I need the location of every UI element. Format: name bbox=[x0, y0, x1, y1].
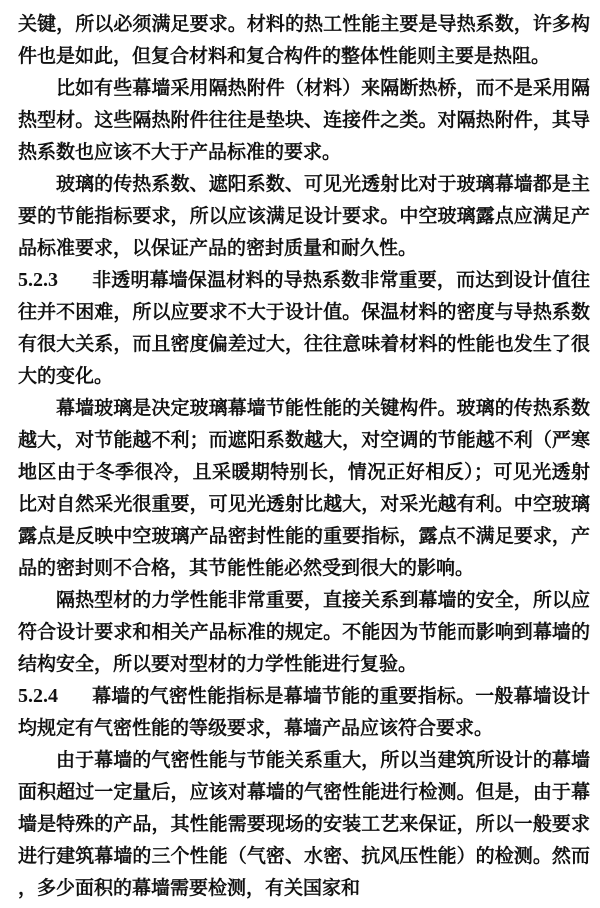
paragraph-text: 比如有些幕墙采用隔热附件（材料）来隔断热桥，而不是采用隔热型材。这些隔热附件往往是垫块、连接件之类。对隔热附件，其导热系数也应该不大于产品标准的要求。 bbox=[18, 77, 590, 163]
paragraph-text: 非透明幕墙保温材料的导热系数非常重要，而达到设计值往往并不困难，所以应要求不大于设计值。保温材料的密度与导热系数有很大关系，而且密度偏差过大，往往意味着材料的性能也发生了很大的变化。 bbox=[18, 269, 590, 387]
paragraph-insulation-attachments bbox=[18, 72, 590, 168]
paragraph-text: 隔热型材的力学性能非常重要，直接关系到幕墙的安全，所以应符合设计要求和相关产品标准的规定。不能因为节能而影响到幕墙的结构安全，所以要对型材的力学性能进行复验。 bbox=[18, 589, 590, 675]
paragraph-text: 关键，所以必须满足要求。材料的热工性能主要是导热系数，许多构件也是如此，但复合材料和复合构件的整体性能则主要是热阻。 bbox=[18, 13, 590, 67]
paragraph-clause-5-2-3 bbox=[18, 264, 590, 392]
paragraph-text: 由于幕墙的气密性能与节能关系重大，所以当建筑所设计的幕墙面积超过一定量后，应该对幕墙的气密性能进行检测。但是，由于幕墙是特殊的产品，其性能需要现场的安装工艺来保证，所以一般要求进行建筑幕墙的三个性能（气密、水密、抗风压性能）的检测。然而，多少面积的幕墙需要检测，有关国家和 bbox=[18, 749, 590, 899]
paragraph-text: 幕墙玻璃是决定玻璃幕墙节能性能的关键构件。玻璃的传热系数越大，对节能越不利；而遮阳系数越大，对空调的节能越不利（严寒地区由于冬季很冷，且采暖期特别长，情况正好相反）；可见光透射比对自然采光很重要，可见光透射比越大，对采光越有利。中空玻璃露点是反映中空玻璃产品密封性能的重要指标，露点不满足要求，产品的密封则不合格，其节能性能必然受到很大的影响。 bbox=[18, 397, 590, 579]
clause-number: 5.2.4 bbox=[18, 685, 58, 707]
paragraph-glass-energy-indicators bbox=[18, 168, 590, 264]
paragraph-insulated-profiles bbox=[18, 584, 590, 680]
clause-number: 5.2.3 bbox=[18, 269, 58, 291]
paragraph-clause-5-2-4 bbox=[18, 680, 590, 744]
paragraph-thermal-materials bbox=[18, 8, 590, 72]
paragraph-text: 玻璃的传热系数、遮阳系数、可见光透射比对于玻璃幕墙都是主要的节能指标要求，所以应该满足设计要求。中空玻璃露点应满足产品标准要求，以保证产品的密封质量和耐久性。 bbox=[18, 173, 590, 259]
paragraph-curtain-wall-glass bbox=[18, 392, 590, 584]
paragraph-text: 幕墙的气密性能指标是幕墙节能的重要指标。一般幕墙设计均规定有气密性能的等级要求，幕墙产品应该符合要求。 bbox=[18, 685, 590, 739]
paragraph-air-tightness-testing bbox=[18, 744, 590, 904]
